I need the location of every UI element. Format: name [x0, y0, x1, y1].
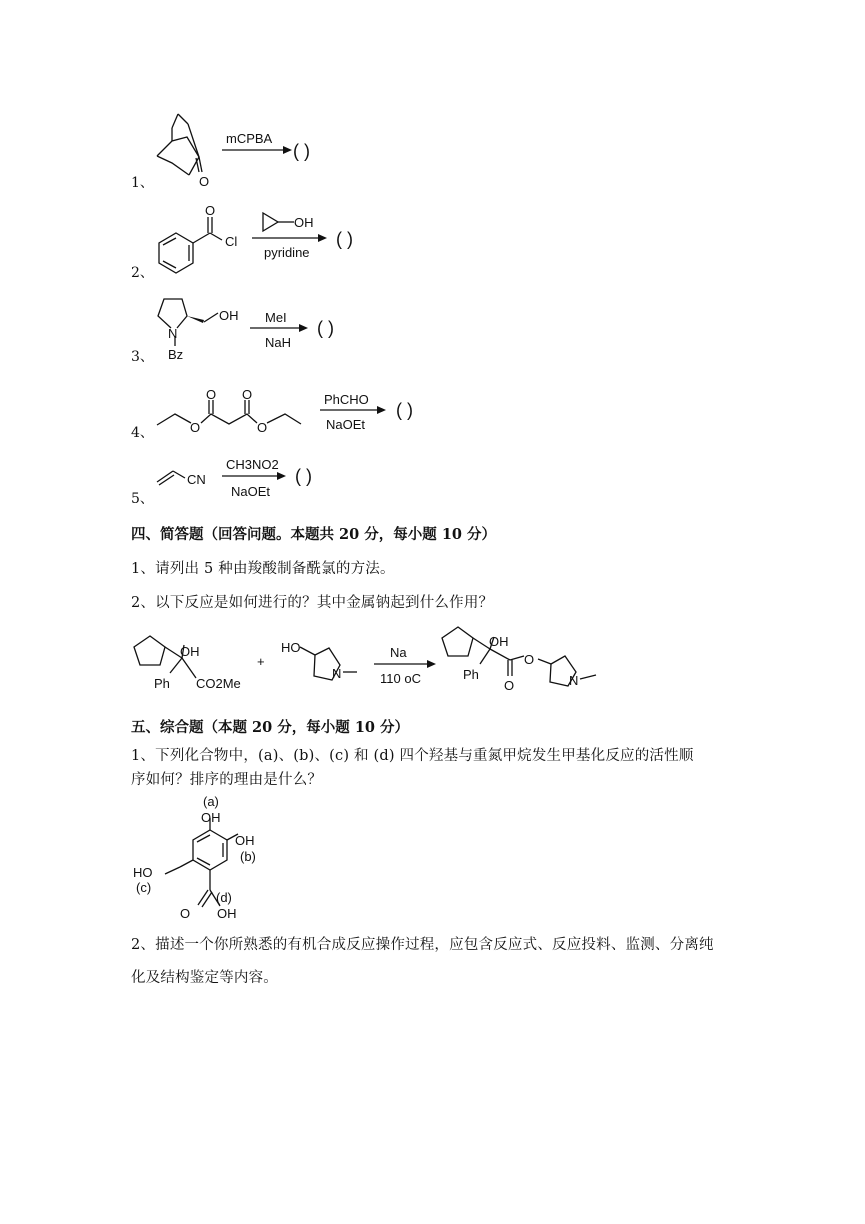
reaction-2-reagent-bottom: pyridine [264, 245, 310, 260]
reactant-1-phenyl-label: Ph [154, 676, 170, 691]
reaction-2-substrate [159, 203, 237, 273]
reaction-3-number: 3、 [131, 349, 154, 365]
reaction-2-arrow [252, 213, 327, 260]
reaction-3-hydroxyl-label: OH [219, 308, 239, 323]
reaction-5-substrate [157, 471, 206, 487]
reaction-4-carbonyl-oxygen-1: O [206, 387, 217, 402]
section-5-structure [133, 794, 256, 921]
reaction-3-nitrogen-label: N [168, 326, 178, 341]
reactant-2-nitrogen-label: N [332, 666, 342, 681]
scheme-reagent-bottom: 110 oC [380, 671, 421, 686]
scheme-reagent-top: Na [390, 645, 407, 660]
hydroxyl-d: OH [217, 906, 237, 921]
section-5-question-1-line-1: 1、下列化合物中，(a)、(b)、(c) 和 (d) 四个羟基与重氮甲烷发生甲基化反应的活性顺 [131, 748, 694, 764]
section-4-heading: 四、简答题（回答问题。本题共 20 分，每小题 10 分） [131, 526, 497, 543]
reaction-3-arrow [250, 310, 308, 350]
reaction-4-arrow [320, 392, 386, 432]
reaction-5-reagent-top: CH3NO2 [226, 457, 279, 472]
label-b: (b) [240, 849, 256, 864]
reaction-4-answer-blank: ( ) [396, 400, 413, 420]
reaction-4-ester-oxygen-1: O [190, 420, 201, 435]
reaction-4-substrate [157, 387, 301, 435]
reaction-4-reagent-top: PhCHO [324, 392, 369, 407]
reaction-1-answer-blank: ( ) [293, 141, 310, 161]
reaction-3-reagent-top: MeI [265, 310, 287, 325]
reaction-1-reagent-top: mCPBA [226, 131, 273, 146]
reaction-3-substrate [158, 299, 239, 362]
section-5-question-1-line-2: 序如何？排序的理由是什么？ [131, 772, 323, 788]
reaction-2-oxygen-label: O [205, 203, 216, 218]
reaction-4-number: 4、 [131, 425, 154, 441]
reaction-1-number: 1、 [131, 175, 154, 191]
product-carbonyl-oxygen: O [504, 678, 515, 693]
product-nitrogen-label: N [569, 673, 579, 688]
reaction-2-number: 2、 [131, 265, 154, 281]
reaction-4-carbonyl-oxygen-2: O [242, 387, 253, 402]
reaction-1-substrate [157, 114, 209, 189]
reaction-5-reagent-bottom: NaOEt [231, 484, 271, 499]
section-4-question-2: 2、以下反应是如何进行的？其中金属钠起到什么作用？ [131, 595, 494, 611]
reaction-5-arrow [222, 457, 286, 499]
product-ester-oxygen: O [524, 652, 535, 667]
reaction-5-number: 5、 [131, 491, 154, 507]
scheme-reactant-1 [134, 636, 241, 691]
product-hydroxyl-label: OH [489, 634, 509, 649]
hydroxyl-c: HO [133, 865, 153, 880]
reaction-3-benzoyl-label: Bz [168, 347, 184, 362]
label-c: (c) [136, 880, 152, 895]
hydroxyl-b: OH [235, 833, 255, 848]
reaction-2-answer-blank: ( ) [336, 229, 353, 249]
reaction-3-reagent-bottom: NaH [265, 335, 292, 350]
reaction-2-reagent-top: OH [294, 215, 314, 230]
label-a: (a) [203, 794, 219, 809]
scheme-reactant-2 [281, 640, 357, 681]
reaction-4-reagent-bottom: NaOEt [326, 417, 366, 432]
scheme-plus-sign: + [257, 654, 265, 669]
section-5-question-2-line-2: 化及结构鉴定等内容。 [131, 970, 278, 986]
section-5-heading: 五、综合题（本题 20 分，每小题 10 分） [131, 719, 410, 736]
reactant-1-hydroxyl-label: OH [180, 644, 200, 659]
section-5-question-2-line-1: 2、描述一个你所熟悉的有机合成反应操作过程，应包含反应式、反应投料、监测、分离纯 [131, 937, 714, 953]
reaction-4-ester-oxygen-2: O [257, 420, 268, 435]
reaction-1-oxygen-label: O [199, 174, 210, 189]
scheme-arrow [374, 645, 436, 686]
hydroxyl-a: OH [201, 810, 221, 825]
product-phenyl-label: Ph [463, 667, 479, 682]
reaction-3-answer-blank: ( ) [317, 318, 334, 338]
reaction-2-chlorine-label: Cl [225, 234, 238, 249]
label-d: (d) [216, 890, 232, 905]
reaction-5-nitrile-label: CN [187, 472, 206, 487]
reaction-5-answer-blank: ( ) [295, 466, 312, 486]
reactant-2-hydroxyl-label: HO [281, 640, 301, 655]
carbonyl-oxygen: O [180, 906, 191, 921]
reaction-1-arrow [222, 131, 292, 154]
reactant-1-ester-label: CO2Me [196, 676, 241, 691]
section-4-question-1: 1、请列出 5 种由羧酸制备酰氯的方法。 [131, 561, 395, 577]
scheme-product [442, 627, 596, 693]
